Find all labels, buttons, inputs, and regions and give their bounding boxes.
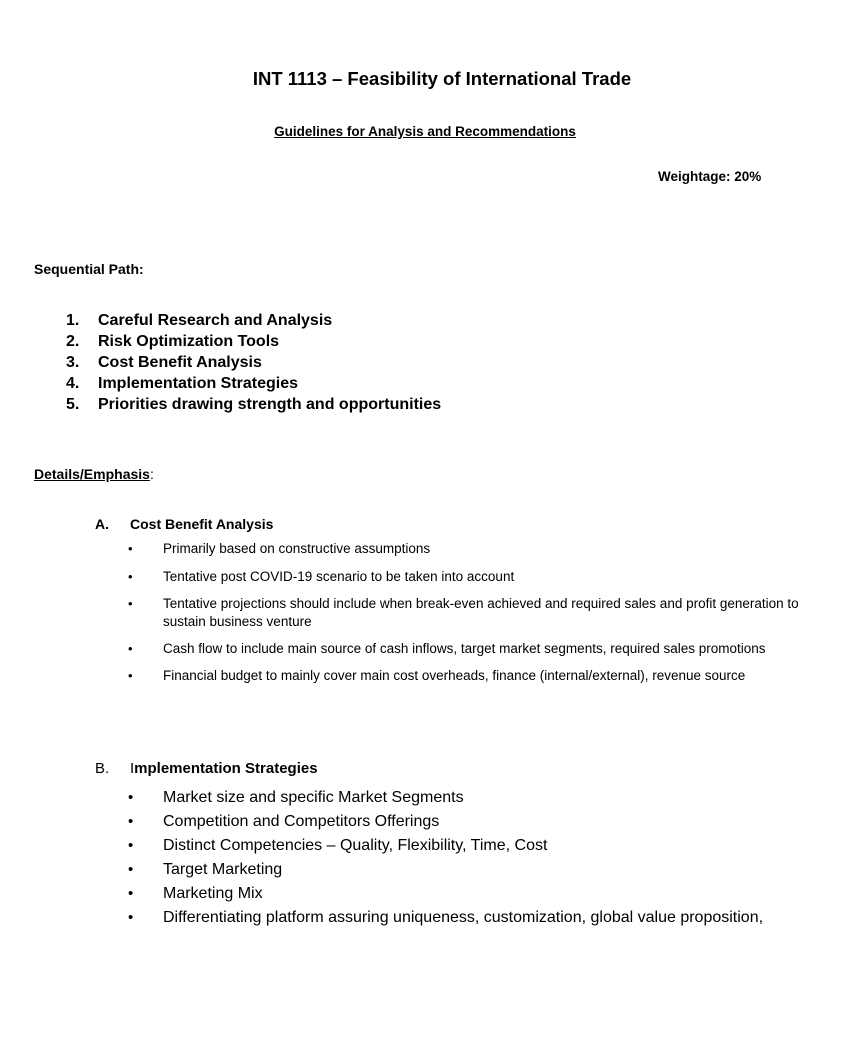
list-item	[128, 882, 828, 906]
bullet-icon: •	[128, 789, 134, 806]
list-item	[128, 810, 828, 834]
item-text: Risk Optimization Tools	[98, 333, 280, 350]
list-item	[128, 667, 828, 685]
section-a-heading	[95, 516, 273, 532]
list-item-text: Cash flow to include main source of cash inflows, target market segments, required sales promotions	[163, 641, 766, 656]
sequential-path-item	[66, 331, 441, 352]
sequential-path-item	[66, 394, 441, 415]
sequential-path-item	[66, 310, 441, 331]
list-item-text: Target Marketing	[163, 861, 283, 878]
item-text: Priorities drawing strength and opportunities	[98, 396, 442, 413]
list-item-text: Market size and specific Market Segments	[163, 789, 464, 806]
item-number: 5.	[66, 396, 80, 413]
document-title: INT 1113 – Feasibility of International Trade	[252, 68, 632, 89]
details-heading-colon: :	[149, 466, 154, 482]
item-number: 1.	[66, 312, 80, 329]
list-item-text: Primarily based on constructive assumptions	[163, 541, 431, 556]
item-text: Careful Research and Analysis	[98, 312, 333, 329]
section-a-title: Cost Benefit Analysis	[130, 516, 274, 532]
list-item	[128, 834, 828, 858]
sequential-path-item	[66, 373, 441, 394]
list-item	[128, 595, 828, 631]
document-subtitle: Guidelines for Analysis and Recommendations	[274, 124, 576, 139]
list-item-text: Competition and Competitors Offerings	[163, 813, 440, 830]
list-item	[128, 786, 828, 810]
list-item-text: Marketing Mix	[163, 885, 263, 902]
bullet-icon: •	[128, 885, 134, 902]
list-item	[128, 640, 828, 658]
sequential-path-heading: Sequential Path:	[34, 261, 144, 277]
bullet-icon: •	[128, 813, 134, 830]
item-text: Cost Benefit Analysis	[98, 354, 262, 371]
bullet-icon: •	[128, 641, 133, 656]
details-heading-text: Details/Emphasis	[34, 466, 150, 482]
list-item	[128, 540, 828, 558]
list-item-text: Distinct Competencies – Quality, Flexibility, Time, Cost	[163, 837, 548, 854]
item-number: 2.	[66, 333, 80, 350]
bullet-icon: •	[128, 596, 133, 611]
section-b-letter: B.	[95, 760, 110, 777]
bullet-icon: •	[128, 837, 134, 854]
bullet-icon: •	[128, 569, 133, 584]
sequential-path-list	[66, 310, 441, 415]
bullet-icon: •	[128, 861, 134, 878]
section-b-title-initial: I	[130, 760, 135, 777]
section-b-heading	[95, 760, 318, 777]
section-a-bullet-list	[128, 540, 828, 694]
item-number: 3.	[66, 354, 80, 371]
bullet-icon: •	[128, 668, 133, 683]
section-b-bullet-list	[128, 786, 828, 930]
section-a-letter: A.	[95, 516, 109, 532]
list-item	[128, 568, 828, 586]
list-item-text: Differentiating platform assuring uniqueness, customization, global value proposition,	[163, 909, 764, 926]
details-heading	[34, 466, 154, 482]
sequential-path-item	[66, 352, 441, 373]
list-item-text: Tentative post COVID-19 scenario to be taken into account	[163, 569, 515, 584]
weightage-label: Weightage: 20%	[658, 169, 762, 184]
item-text: Implementation Strategies	[98, 375, 299, 392]
list-item-text: Tentative projections should include when break-even achieved and required sales and profit generation to sustain business venture	[163, 596, 799, 629]
bullet-icon: •	[128, 541, 133, 556]
list-item	[128, 906, 828, 930]
list-item-text: Financial budget to mainly cover main cost overheads, finance (internal/external), revenue source	[163, 668, 746, 683]
list-item	[128, 858, 828, 882]
section-b-title-rest: mplementation Strategies	[134, 760, 318, 777]
item-number: 4.	[66, 375, 80, 392]
bullet-icon: •	[128, 909, 134, 926]
